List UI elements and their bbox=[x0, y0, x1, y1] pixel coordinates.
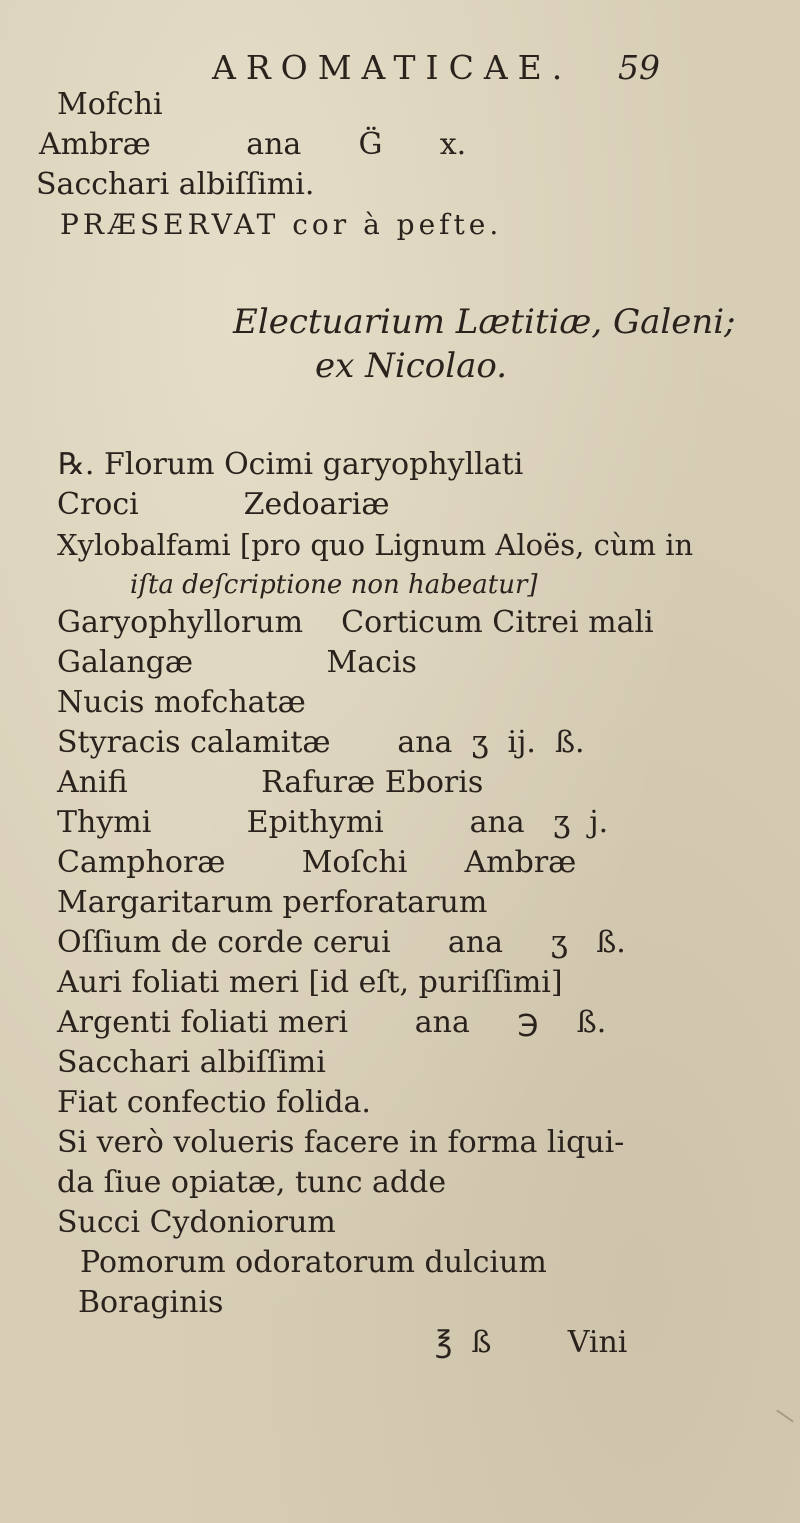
text-line: Margaritarum perforatarum bbox=[57, 885, 488, 920]
section-subtitle: ex Nicolao. bbox=[315, 346, 508, 386]
text-line: Nucis mofchatæ bbox=[57, 685, 306, 720]
text-line: Styracis calamitæ ana ʒ ij. ß. bbox=[57, 725, 585, 760]
running-head: AROMATICAE. bbox=[212, 48, 573, 87]
catchword: ℥ ß Vini bbox=[435, 1325, 628, 1360]
text-line: Auri foliati meri [id eſt, puriſſimi] bbox=[57, 965, 563, 1000]
text-line: Argenti foliati meri ana ℈ ß. bbox=[57, 1005, 607, 1040]
text-line: Pomorum odoratorum dulcium bbox=[80, 1245, 547, 1280]
text-line: Si verò volueris facere in forma liqui- bbox=[57, 1125, 625, 1160]
section-title: Electuarium Lætitiæ, Galeni; bbox=[233, 302, 736, 342]
text-line: ℞. Florum Ocimi garyophyllati bbox=[58, 447, 524, 482]
text-line: Croci Zedoariæ bbox=[57, 487, 390, 522]
text-line: Garyophyllorum Corticum Citrei mali bbox=[57, 605, 654, 640]
text-line: iſta deſcriptione non habeatur] bbox=[130, 570, 538, 600]
text-line: Galangæ Macis bbox=[57, 645, 417, 680]
text-line: da ſiue opiatæ, tunc adde bbox=[57, 1165, 447, 1200]
text-line: Thymi Epithymi ana ʒ j. bbox=[57, 805, 609, 840]
text-line: Camphoræ Moſchi Ambræ bbox=[57, 845, 577, 880]
text-line: Boraginis bbox=[78, 1285, 224, 1320]
text-line: Mofchi bbox=[57, 87, 163, 122]
text-line: Anifi Rafuræ Eboris bbox=[57, 765, 484, 800]
text-line: Fiat confectio folida. bbox=[57, 1085, 371, 1120]
text-line: Ambræ ana G̈ x. bbox=[39, 127, 467, 162]
text-line: Sacchari albiſſimi bbox=[57, 1045, 326, 1080]
text-line: Succi Cydoniorum bbox=[57, 1205, 336, 1240]
text-line: PRÆSERVAT cor à pefte. bbox=[60, 208, 503, 241]
text-line: Oſſium de corde cerui ana ʒ ß. bbox=[57, 925, 626, 960]
paper-blemish bbox=[776, 1409, 794, 1422]
text-line: Xylobalfami [pro quo Lignum Aloës, cùm in bbox=[57, 528, 694, 562]
text-line: Sacchari albiſſimi. bbox=[36, 167, 315, 202]
page-number: 59 bbox=[618, 48, 660, 87]
